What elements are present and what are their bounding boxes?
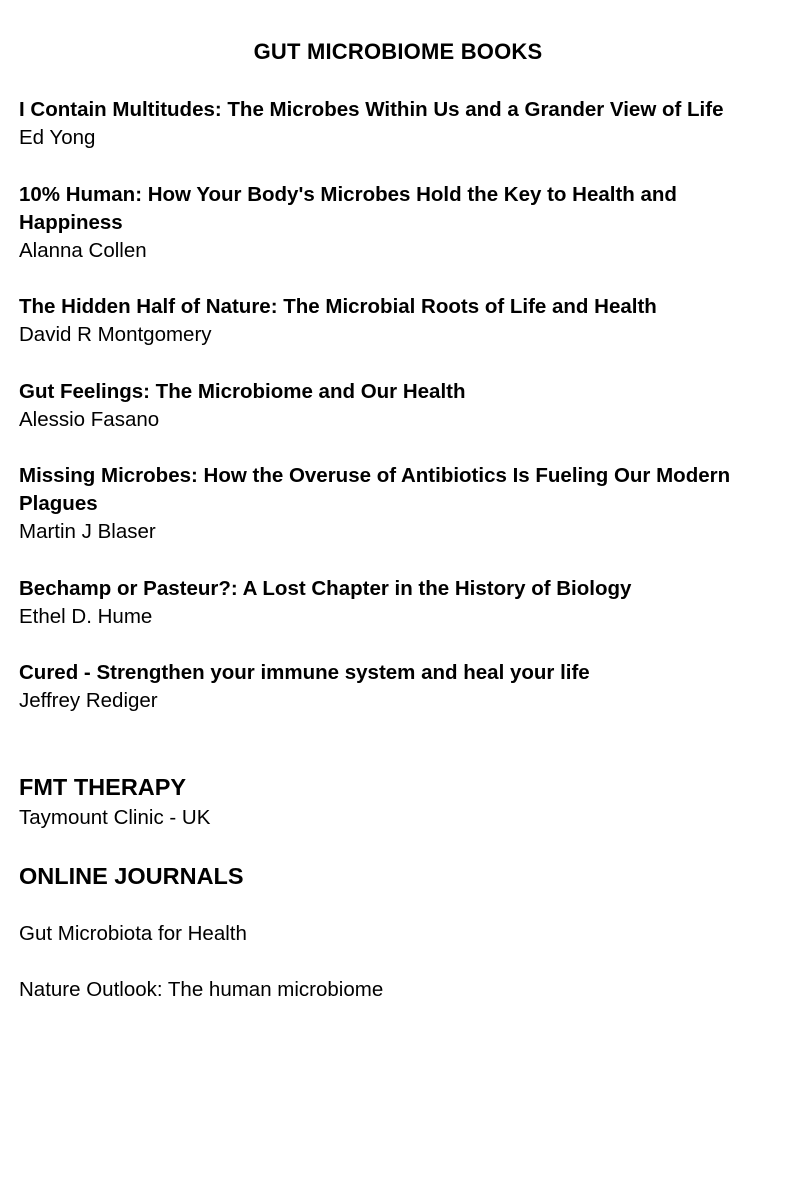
book-title: Gut Feelings: The Microbiome and Our Health — [19, 380, 466, 403]
book-author: Ed Yong — [19, 126, 96, 149]
page-title: GUT MICROBIOME BOOKS — [253, 39, 543, 64]
book-title: I Contain Multitudes: The Microbes Within Us and a Grander View of Life — [19, 98, 724, 121]
journal-item: Gut Microbiota for Health — [19, 922, 247, 945]
book-title: The Hidden Half of Nature: The Microbial Roots of Life and Health — [19, 295, 657, 318]
book-author: Alessio Fasano — [19, 408, 160, 431]
book-author: Jeffrey Rediger — [19, 689, 158, 712]
book-entry — [19, 293, 759, 349]
book-entry — [19, 462, 759, 546]
online-journals-heading: ONLINE JOURNALS — [19, 863, 244, 889]
book-title: Bechamp or Pasteur?: A Lost Chapter in the History of Biology — [19, 577, 632, 600]
book-author: David R Montgomery — [19, 323, 212, 346]
book-author: Ethel D. Hume — [19, 605, 153, 628]
fmt-therapy-heading: FMT THERAPY — [19, 774, 187, 800]
book-title: Cured - Strengthen your immune system and heal your life — [19, 661, 590, 684]
book-entry — [19, 96, 759, 152]
book-author: Martin J Blaser — [19, 520, 156, 543]
journal-item: Nature Outlook: The human microbiome — [19, 978, 384, 1001]
book-entry — [19, 659, 759, 715]
fmt-clinic-item: Taymount Clinic - UK — [19, 806, 211, 829]
book-entry — [19, 378, 759, 434]
book-author: Alanna Collen — [19, 239, 147, 262]
book-entry — [19, 181, 759, 265]
book-title: 10% Human: How Your Body's Microbes Hold the Key to Health and Happiness — [19, 183, 677, 234]
book-title: Missing Microbes: How the Overuse of Antibiotics Is Fueling Our Modern Plagues — [19, 464, 731, 515]
book-entry — [19, 575, 759, 631]
